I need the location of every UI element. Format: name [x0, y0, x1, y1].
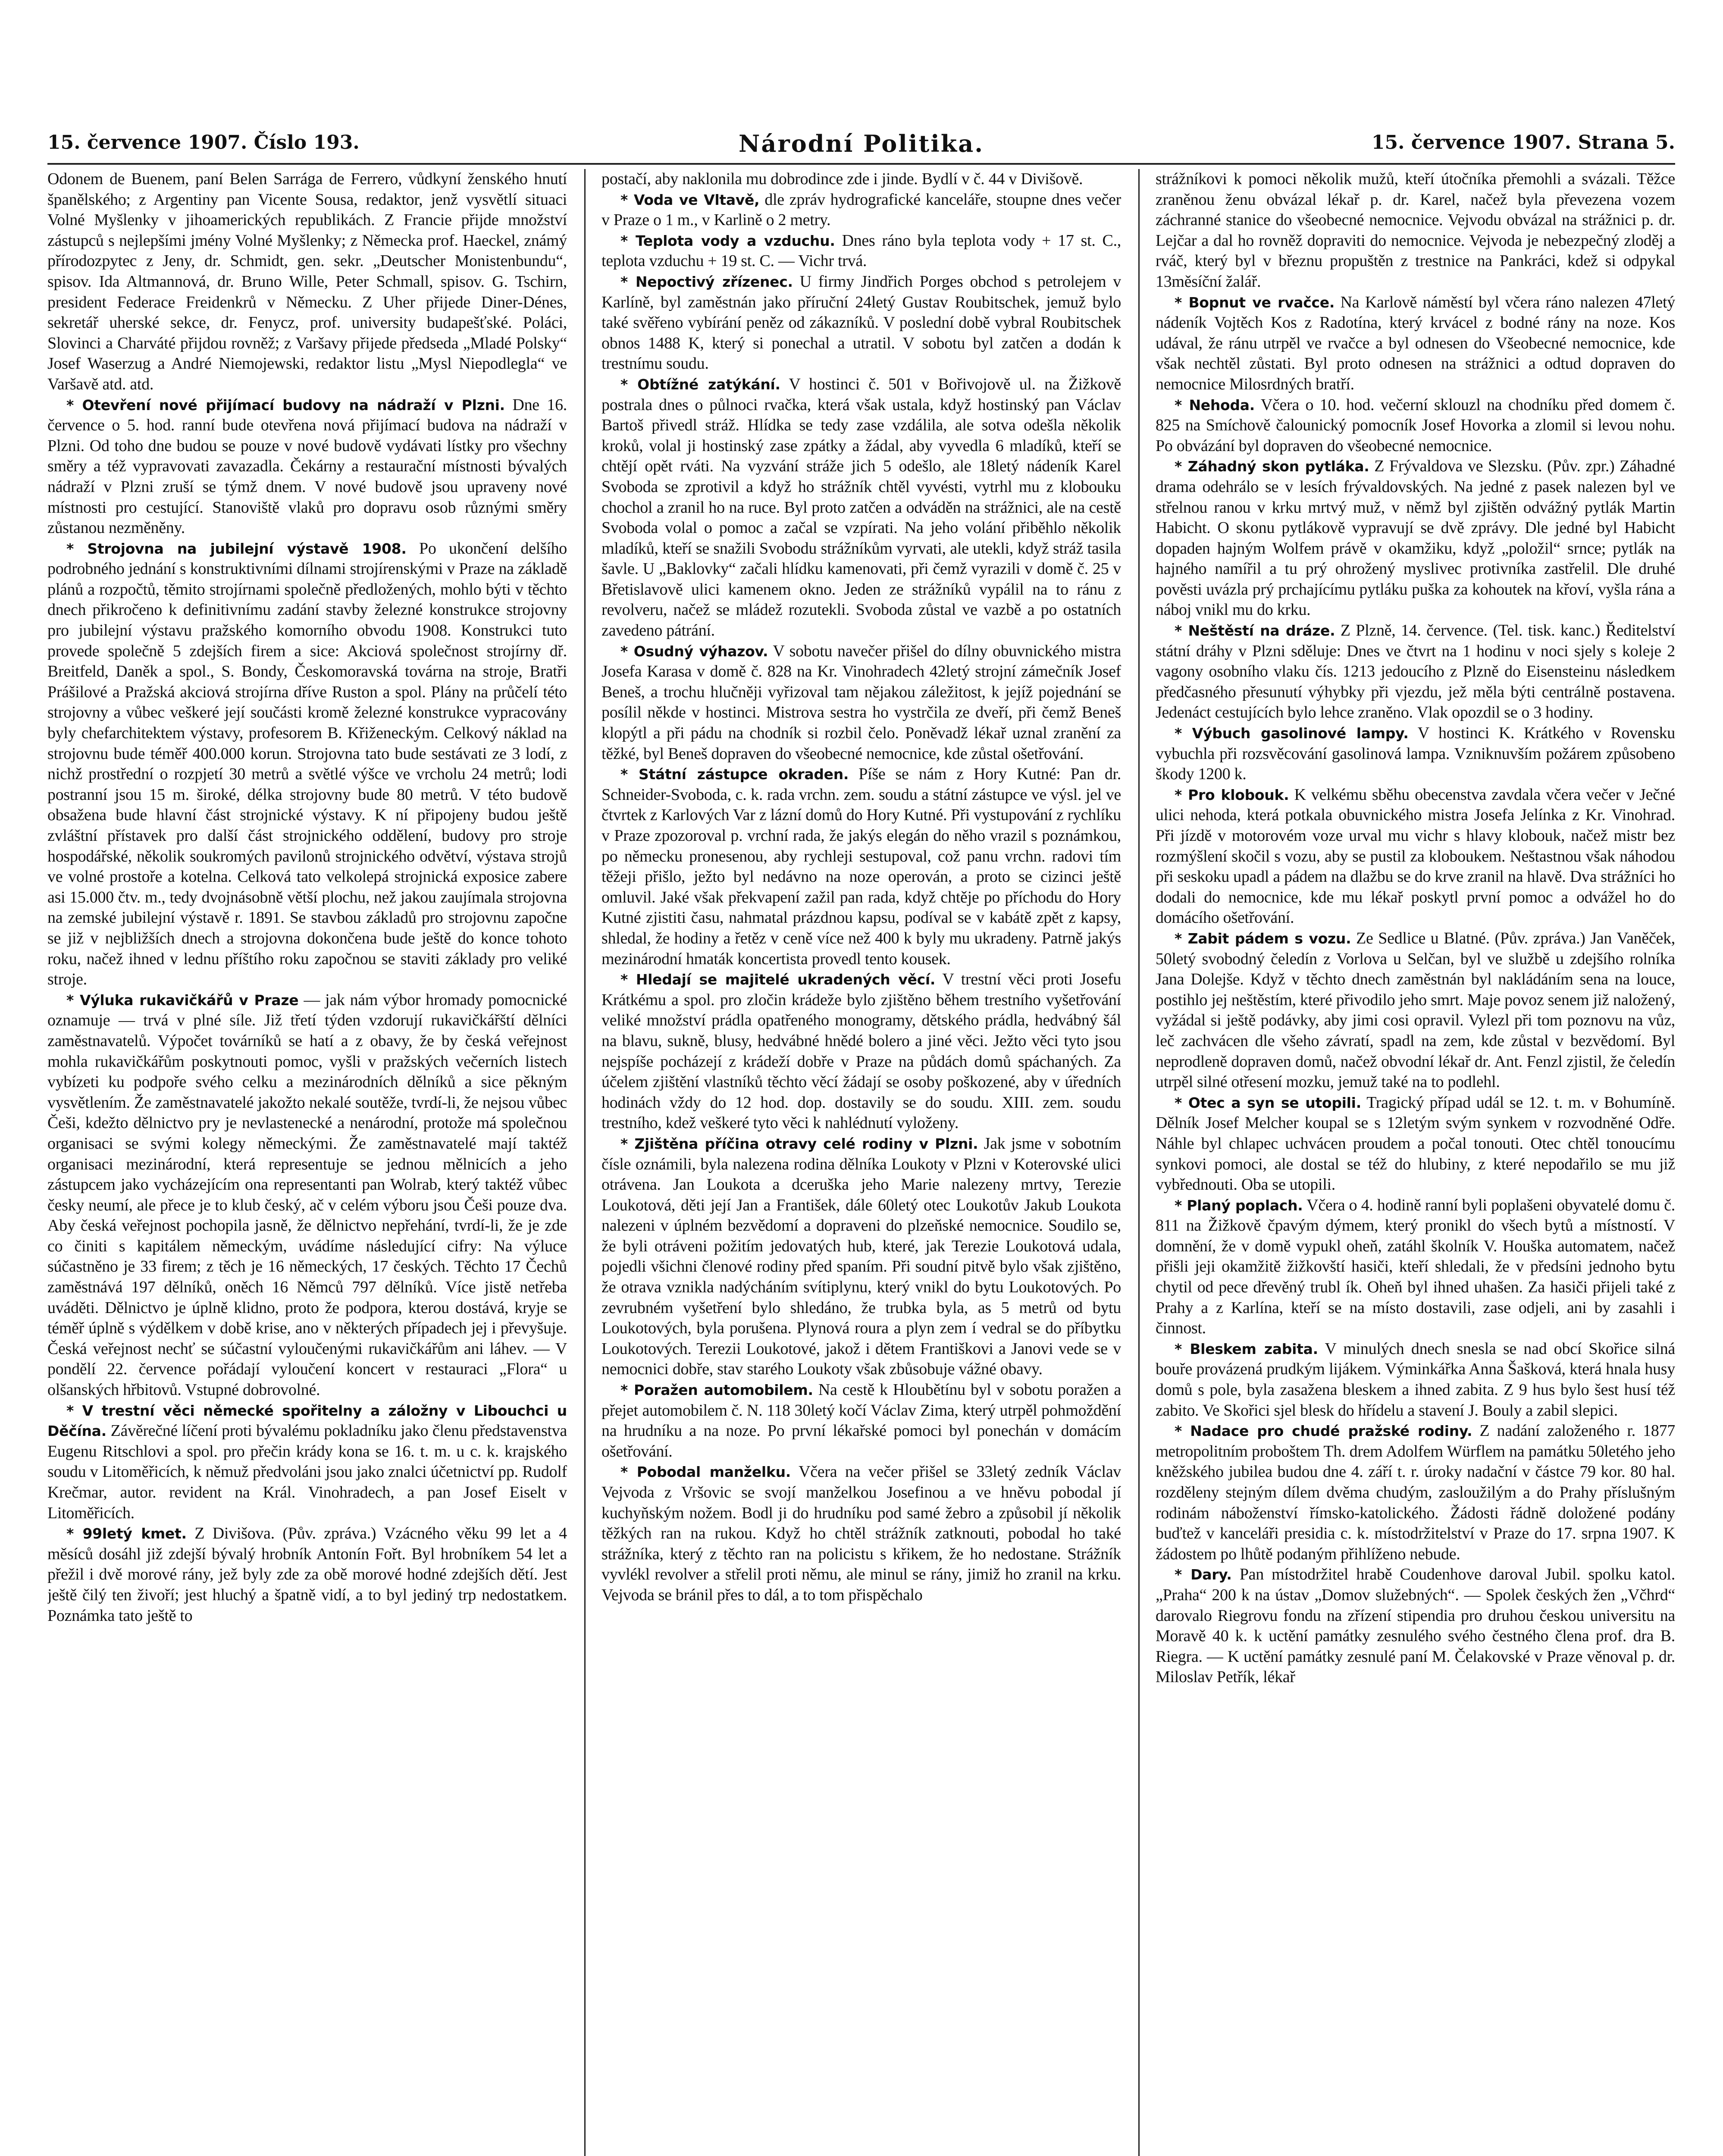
article-text: Včera o 10. hod. večerní sklouzl na chodníku před domem č. 825 na Smíchově čalounický pomocník Josef Hovorka a zlomil si levou nohu. Po obvázání byl dopraven do všeobecné nemocnice.	[1156, 395, 1675, 455]
column-1	[47, 169, 567, 2156]
article-text: postačí, aby naklonila mu dobrodince zde i jinde. Bydlí v č. 44 v Divišově.	[601, 170, 1083, 188]
article-text: K velkému sběhu obecenstva zavdala včera večer v Ječné ulici nehoda, která potkala obuvnického mistra Josefa Jelínka z Kr. Vinohrad. Při jízdě v motorovém voze urval mu vichr s hlavy klobouk, načež mistr bez rozmýšlení skočil s vozu, aby se pustil za kloboukem. Neštastnou však náhodou při seskoku upadl a pádem na dlažbu se do krve zranil na hlavě. Dva strážníci ho dodali do nemocnice, kde mu lékař poskytl první pomoc a odvážel ho do domácího ošetřování.	[1156, 785, 1675, 927]
article-heading: * Strojovna na jubilejní výstavě 1908.	[66, 540, 407, 557]
article-heading: * Otec a syn se utopili.	[1175, 1094, 1361, 1111]
article-heading: * Dary.	[1175, 1566, 1232, 1583]
header-date-page: 15. července 1907. Strana 5.	[1371, 132, 1675, 154]
article-text: V trestní věci proti Josefu Krátkému a spol. pro zločin krádeže bylo zjištěno během trestního vyšetřování veliké množství prádla opatřeného monogramy, dětského prádla, hedvábný šál na blavu, sukně, blusy, hedvábné hnědé bolero a jiné věci. Ježto věci tyto jsou nejspíše pocházejí z krádeží dobře v Praze na půdách domů spáchaných. Za účelem zjištění vlastníků těchto věcí žádají se osoby poškozené, aby v úředních hodinách vždy do 12 hod. dop. dostavily se do soudu. XIII. zem. soudu trestního, kdež veškeré tyto věci k nahlédnutí vyloženy.	[601, 970, 1121, 1132]
article-heading: * Nehoda.	[1175, 396, 1255, 414]
article-paragraph	[601, 969, 1121, 1134]
article-text: dle zpráv hydrografické kanceláře, stoupne dnes večer v Praze o 1 m., v Karlině o 2 metry.	[601, 190, 1121, 229]
article-heading: * Zabit pádem s vozu.	[1175, 930, 1351, 947]
header-rule	[47, 163, 1675, 165]
article-text: Z Divišova. (Pův. zpráva.) Vzácného věku 99 let a 4 měsíců dosáhl již zdejší bývalý hrobník Antonín Fořt. Byl hrobníkem 54 let a přežil i dvě morové rány, jež byly zde za obě morové hodné zdejších dětí. Jest ještě čilý ten živoří; jest hluchý a špatně vidí, a to byl jediný trp nedostatkem. Poznámka tato ještě to	[47, 1524, 567, 1625]
article-heading: * Bopnut ve rvačce.	[1175, 294, 1335, 311]
article-paragraph	[601, 169, 1121, 190]
article-heading: * Zjištěna příčina otravy celé rodiny v Plzni.	[620, 1135, 978, 1152]
article-paragraph	[601, 374, 1121, 641]
article-heading: * Hledají se majitelé ukradených věcí.	[620, 971, 936, 988]
article-heading: * Záhadný skon pytláka.	[1175, 458, 1369, 475]
article-paragraph	[601, 1134, 1121, 1380]
article-paragraph	[601, 764, 1121, 969]
article-text: Ze Sedlice u Blatné. (Pův. zpráva.) Jan Vaněček, 50letý svobodný čeledín z Vorlova u Selčan, byl ve službě u zdejšího rolníka Jana Dolejše. Když v těchto dnech zaměstnán byl nakládáním sena na louce, postihlo jej neštěstím, které přivodilo jeho smrt. Maje povoz senem již naložený, vyžádal si ještě podávky, aby jimi cosi opravil. Vylezl při tom poznovu na vůz, leč zachvácen dle všeho závratí, spadl na zem, kde zůstal v bezvědomí. Byl neprodleně dopraven domů, načež obvodní lékař dr. Ant. Fenzl zjistil, že čeledín utrpěl silné otřesení mozku, jemuž také na to podlehl.	[1156, 929, 1675, 1091]
article-paragraph	[1156, 1195, 1675, 1339]
article-text: Dnes ráno byla teplota vody + 17 st. C., teplota vzduchu + 19 st. C. — Vichr trvá.	[601, 231, 1121, 270]
article-paragraph	[47, 395, 567, 539]
article-text: — jak nám výbor hromady pomocnické oznamuje — trvá v plné síle. Již třetí týden vzdorují rukavičkářští dělníci zaměstnavatelů. Výpočet továrníků se hatí a z obavy, že by česká veřejnost mohla rukavičkářům poskytnouti pomoc, vyšli v pražských večerních listech vybízeti ku podpoře svého celku a mezinárodních dělníků a sice pěkným vysvětlením. Že zaměstnavatelé jakožto nekalé soutěže, tvrdí-li, že nejsou vůbec Češi, kdežto dělnictvo pry je nevlastenecké a nenárodní, protože má společnou organisaci se svými kolegy německými. Že zaměstnavatelé mají taktéž organisaci mezinárodní, která representuje se jednou mělnicích a jeho zástupcem jako vycházejícím ona representanti pan Wolrab, který taktéž vůbec česky neumí, ale přece je to klub český, ač v celém výboru jsou Češi pouze dva. Aby česká veřejnost pochopila jasně, že dělnictvo nepřehání, tvrdí-li, že je zde co činiti s kapitálem německým, uvádíme následující cifry: Na výluce súčastněno je 33 firem; z těch je 16 německých, 17 českých. Těchto 17 Čechů zaměstnává 197 dělníků, oněch 16 Němců 797 dělníků. Více jistě netřeba uváděti. Dělnictvo je úplně klidno, proto že podpora, kterou dostává, kryje se téměř úplně s výdělkem v době krise, ano v některých případech jej i převyšuje. Česká veřejnost nechť se súčastní vyloučenými rukavičkářům ani láhev. — V pondělí 22. července pořádají vyloučení koncert v restauraci „Flora“ u olšanských hřbitovů. Vstupné dobrovolné.	[47, 990, 567, 1399]
article-paragraph	[601, 1462, 1121, 1605]
article-heading: * Neštěstí na dráze.	[1175, 622, 1335, 639]
column-divider	[584, 169, 586, 2156]
article-heading: * Bleskem zabita.	[1175, 1340, 1318, 1357]
article-paragraph	[1156, 928, 1675, 1093]
article-text: Odonem de Buenem, paní Belen Sarrága de Ferrero, vůdkyní ženského hnutí španělského; z Argentiny pan Vicente Sousa, redaktor, jenž vysvětlí situaci Volné Myšlenky v jihoamerických republikách. Z Francie přijde množství zástupců s nejlepšími jmény Volné Myšlenky; z Německa prof. Haeckel, známý přírodozpytec z Jeny, dr. Schmidt, gen. sekr. „Deutscher Monistenbundu“, spisov. Ida Altmannová, dr. Bruno Wille, Peter Schmall, spisov. G. Tschirn, president Federace Freidenkrů v Německu. Z Uher přijede Diner-Dénes, sekretář uherské sekce, dr. Fenycz, prof. university budapešťské. Poláci, Slovinci a Charváté přijdou rovněž; z Varšavy přijede předseda „Mladé Polsky“ Josef Waserzug a André Niemojewski, redaktor listu „Mysl Niepodlegla“ ve Varšavě atd. atd.	[47, 170, 567, 393]
article-paragraph	[1156, 292, 1675, 395]
article-paragraph	[1156, 395, 1675, 457]
article-text: Na Karlově náměstí byl včera ráno nalezen 47letý nádeník Vojtěch Kos z Radotína, který krvácel z bodné rány na noze. Kos udával, že ránu utrpěl ve rvačce a byl odnesen do Všeobecné nemocnice, kde však nechtěl zůstati. Byl proto odnesen na strážnici a odtud dopraven do nemocnice Milosrdných bratří.	[1156, 293, 1675, 393]
article-heading: * 99letý kmet.	[66, 1525, 187, 1542]
article-heading: * Teplota vody a vzduchu.	[620, 232, 835, 249]
article-heading: * Výluka rukavičkářů v Praze	[66, 991, 299, 1009]
article-heading: * V trestní věci německé spořitelny a záložny v Libouchci u Děčína.	[47, 1402, 567, 1440]
article-heading: * Poražen automobilem.	[620, 1382, 813, 1399]
article-paragraph	[1156, 1421, 1675, 1564]
article-heading: * Otevření nové přijímací budovy na nádraží v Plzni.	[66, 396, 505, 414]
article-paragraph	[1156, 1339, 1675, 1421]
article-heading: * Pobodal manželku.	[620, 1463, 791, 1481]
article-text: U firmy Jindřich Porges obchod s petrolejem v Karlíně, byl zaměstnán jako příruční 24letý Gustav Roubitschek, jemuž bylo také svěřeno vybírání peněz od zákazníků. V poslední době vybral Roubitschek obnos 1488 K, který si ponechal a utratil. V sobotu byl zatčen a dodán k trestnímu soudu.	[601, 272, 1121, 373]
article-paragraph	[1156, 1564, 1675, 1688]
article-heading: * Výbuch gasolinové lampy.	[1175, 725, 1409, 742]
article-text: Včera na večer přišel se 33letý zedník Václav Vejvoda z Vršovic se svojí manželkou Josefinou a ve hněvu pobodal jí kuchyňským nožem. Bodl ji do hrudníku pod samé žebro a způsobil jí několik těžkých ran na rukou. Když ho chtěl strážník zatknouti, pobodal ho také strážníka, který z těchto ran na policistu s křikem, že ho nedostane. Strážník vyvlékl revolver a střelil proti němu, ale minul se rány, jimiž ho zranil na krku. Vejvoda se bránil přes to dál, a to tom přispěchalo	[601, 1463, 1121, 1604]
article-heading: * Voda ve Vltavě,	[620, 191, 760, 208]
article-text: V sobotu navečer přišel do dílny obuvnického mistra Josefa Karasa v domě č. 828 na Kr. Vinohradech 42letý strojní zámečník Josef Beneš, a trochu hlučněji vyřizoval tam nějakou záležitost, k jejíž pojednání se posílil někde v hostinci. Mistrova sestra ho vystrčila ze dveří, při čemž Beneš klopýtl a při pádu na chodník si rozbil čelo. Poněvadž lékař uznal zranění za těžké, byl Beneš dopraven do všeobecné nemocnice, kde zůstal ošetřování.	[601, 642, 1121, 763]
article-text: Dne 16. července o 5. hod. ranní bude otevřena nová přijímací budova na nádraží v Plzni. Od toho dne budou se pouze v nové budově vydávati lístky pro všechny směry a též vypravovati zavazadla. Čekárny a restaurační místnosti bývalých nádraží v Plzni zruší se týmž dnem. V nové budově jsou upraveny nové místnosti pro cestující. Stanoviště vlaků pro dopravu osob různými směry zůstanou nezměněny.	[47, 395, 567, 537]
article-text: Po ukončení delšího podrobného jednání s konstruktivními dílnami strojírenskými v Praze na základě plánů a rozpočtů, těmito strojírnami společně předložených, mohlo býti v těchto dnech přikročeno k definitivnímu zadání stavby železné konstrukce strojovny pro jubilejní výstavu pražského komorního obvodu 1908. Konstrukci tuto provede společně 5 zdejších firem a sice: Akciová společnost strojírny dř. Breitfeld, Daněk a spol., S. Bondy, Českomoravská továrna na stroje, Bratři Prášilové a Pražská akciová strojírna dříve Ruston a spol. Plány na průčelí této strojovny a vůbec veškeré její součásti kromě železné konstrukce vypracovány byly chefarchitektem výstavy, profesorem B. Křiženeckým. Celkový náklad na strojovnu bude téměř 400.000 korun. Strojovna tato bude sestávati ze 3 lodí, z nichž prostřední o rozpjetí 30 metrů a světlé výšce ve vrcholu 24 metrů; lodi postranní jsou 15 m. široké, délka strojovny bude 80 metrů. V této budově obsažena bude hlavní část strojnické výstavy. K ní připojeny budou ještě zvláštní přístavek pro další část strojnického oddělení, budovy pro stroje hospodářské, několik soukromých pavilonů strojnického odvětví, výstava strojů ve volné prostoře a kotelna. Celková tato velkolepá strojnická exposice zabere asi 15.000 čtv. m., tedy dvojnásobně větší plochu, než jakou zaujímala strojovna na zemské jubilejní výstavě r. 1891. Se stavbou základů pro strojovnu započne se již v nejbližších dnech a strojovna dokončena bude ještě do konce tohoto roku, načež ihned v lednu příštího roku započnou se staviti základy pro veliké stroje.	[47, 539, 567, 989]
page-header	[47, 132, 1675, 166]
article-text: Z nadání založeného r. 1877 metropolitním proboštem Th. drem Adolfem Würflem na památku 50letého jeho kněžského jubilea budou dne 4. září t. r. úroky nadační v částce 79 kor. 80 hal. rozděleny stejným dílem dvěma chudým, zasloužilým a do Prahy příslušným rodinám náboženství římsko-katolického. Žádosti řádně doložené podány buďtež v kanceláři presidia c. k. místodržitelství v Praze do 17. srpna 1907. K žádostem po lhůtě podaným přihlíženo nebude.	[1156, 1422, 1675, 1563]
article-text: V hostinci K. Krátkého v Rovensku vybuchla při rozsvěcování gasolinová lampa. Vzniknuvším požárem způsobeno škody 1200 k.	[1156, 724, 1675, 783]
article-paragraph	[1156, 456, 1675, 620]
article-heading: * Obtížné zatýkání.	[620, 376, 780, 393]
article-paragraph	[601, 1380, 1121, 1462]
newspaper-title: Národní Politika.	[738, 130, 984, 157]
article-paragraph	[47, 1523, 567, 1626]
column-2	[601, 169, 1121, 2156]
article-text: Z Plzně, 14. července. (Tel. tisk. kanc.) Ředitelství státní dráhy v Plzni sděluje: Dnes ve čtvrt na 1 hodinu v noci sjely s koleje 2 vagony osobního vlaku čís. 1213 jedoucího z Plzně do Eisensteinu následkem předčasného přesunutí výhybky při vjezdu, jež měla býti centrálně postavena. Jedenáct cestujících bylo lehce zraněno. Vlak opozdil se o 3 hodiny.	[1156, 621, 1675, 722]
article-heading: * Nadace pro chudé pražské rodiny.	[1175, 1423, 1472, 1440]
article-text: strážníkovi k pomoci několik mužů, kteří útočníka přemohli a svázali. Těžce zraněnou ženu obvázal lékař p. dr. Karel, načež byla převezena vozem záchranné stanice do všeobecné nemocnice. Vejvodu obvázal na strážnici p. dr. Lejčar a dal ho rovněž dopraviti do nemocnice. Vejvoda je nebezpečný zloděj a rváč, který byl v březnu propuštěn z trestnice na Pankráci, kdež si odpykal 13měsíční žalář.	[1156, 170, 1675, 291]
article-paragraph	[601, 641, 1121, 765]
article-text: Jak jsme v sobotním čísle oznámili, byla nalezena rodina dělníka Loukoty v Plzni v Koterovské ulici otrávena. Jan Loukota a dceruška jeho Marie nalezeny mrtvy, Terezie Loukotová, děti její Jan a František, dále 60letý otec Loukotův Jakub Loukota nalezeni v úplném bezvědomí a dopraveni do plzeňské nemocnice. Soudilo se, že byli otráveni požitím jedovatých hub, které, jak Terezie Loukotová udala, pojedli všichni členové rodiny před spaním. Při soudní pitvě bylo však zjištěno, že otrava vznikla nadýcháním svítiplynu, který vnikl do bytu Loukotových. Po zevrubném vyšetření bylo shledáno, že trubka byla, as 5 metrů od bytu Loukotových, byla porušena. Plynová roura a plyn zem í vedral se do příbytku Loukotových. Terezii Loukotové, jakož i dětem Františkovi a Janovi vede se v nemocnici dobře, stav starého Loukoty však zbůsobuje vážné obavy.	[601, 1134, 1121, 1379]
article-text: Píše se nám z Hory Kutné: Pan dr. Schneider-Svoboda, c. k. rada vrchn. zem. soudu a státní zástupce ve výsl. jel ve čtvrtek z Karlových Var z lázní domů do Hory Kutné. Při vystupování z rychlíku v Praze zpozoroval p. vrchní rada, že jakýs elegán do něho vrazil s poznámkou, po německu pronesenou, aby rychleji sestupoval, což panu vrchn. radovi tím těžeji přišlo, ježto byl nedávno na noze operován, a proto se cizinci ještě omluvil. Jaké však překvapení zažil pan rada, když chtěje po příchodu do Hory Kutné zjistiti času, nahmatal prázdnou kapsu, podíval se v kabátě zpět z kapsy, shledal, že hodiny a řetěz v ceně více než 400 k byly mu ukradeny. Patrně jakýs mezinárodní hmaták koncertista provedl tento kousek.	[601, 765, 1121, 968]
article-paragraph	[1156, 169, 1675, 292]
column-divider	[1138, 169, 1140, 2156]
article-text: Závěrečné líčení proti bývalému pokladníku jako členu představenstva Eugenu Ritschlovi a spol. pro přečin krády kona se 16. t. m. u c. k. krajského soudu v Litoměřicích, k němuž předvoláni jsou jako znalci účetnictví pp. Rudolf Krečmar, autor. revident na Král. Vinohradech, a pan Josef Eiselt v Litoměřicích.	[47, 1422, 567, 1522]
article-heading: * Pro klobouk.	[1175, 786, 1289, 803]
column-3	[1156, 169, 1675, 2156]
article-text: Tragický případ udál se 12. t. m. v Bohumíně. Dělník Josef Melcher koupal se s 12letým svým synkem v rozvodněné Odře. Náhle byl chlapec uchvácen proudem a počal tonouti. Otec chtěl tonoucímu synkovi pomoci, ale dostal se též do hlubiny, z které nepodařilo se mu již vybřednouti. Oba se utopili.	[1156, 1093, 1675, 1194]
article-paragraph	[601, 231, 1121, 272]
article-heading: * Nepoctivý zřízenec.	[620, 273, 793, 290]
article-text: Na cestě k Hloubětínu byl v sobotu poražen a přejet automobilem č. N. 118 30letý kočí Václav Zima, který utrpěl pohmoždění na hrudníku a na noze. Po první lékařské pomoci byl ponechán v domácím ošetřování.	[601, 1381, 1121, 1460]
article-text: Včera o 4. hodině ranní byli poplašeni obyvatelé domu č. 811 na Žižkově čpavým dýmem, který pronikl do všech bytů a místností. V domnění, že v domě vypukl oheň, zatáhl školník V. Houška automatem, načež přišli jeji okamžitě žižkovští hasiči, kteří shledali, že v předsíni jednoho bytu chytil od pece dřevěný trubl ík. Oheň byl ihned uhašen. Za hasiči přijeli také z Prahy a z Karlína, kteří se na místo dostavili, zase odjeli, ani by zasahli i činnost.	[1156, 1196, 1675, 1338]
article-text: Pan místodržitel hrabě Coudenhove daroval Jubil. spolku katol. „Praha“ 200 k na ústav „Domov služebných“. — Spolek českých žen „Včhrd“ darovalo Riegrovu fondu na zřízení stipendia pro druhou českou universitu na Moravě 40 k. k uctění památky zesnulého svého čestného člena prof. dra B. Riegra. — K uctění památky zesnulé paní M. Čelakovské v Praze věnoval p. dr. Miloslav Petřík, lékař	[1156, 1565, 1675, 1686]
article-text: V hostinci č. 501 v Bořivojově ul. na Žižkově postrala dnes o půlnoci rvačka, která však ustala, když hostinský pan Václav Bartoš přivedl stráž. Hlídka se tedy zase vzdálila, ale sotva odešla několik kroků, volal ji hostinský zase zpátky a žádal, aby vyvedla 6 mladíků, kteří se chtějí opět rváti. Na vyzvání stráže jich 5 odešlo, ale 18letý nádeník Karel Svoboda se zprotivil a když ho strážník chtěl vyvésti, vytrhl mu z klobouku chochol a zranil ho na ruce. Byl proto zatčen a odváděn na strážnici, ale na cestě Svoboda volal o pomoc a začal se vzpírati. Na jeho volání přiběhlo několik mladíků, kteří se snažili Svobodu strážníkům vyrvati, ale utekli, když stráž tasila šavle. U „Baklovky“ začali hlídku kamenovati, při čemž vyrazili v domě č. 25 v Břetislavově ulici kamenem okno. Jeden ze strážníků vypálil na to ránu z revolveru, načež se mládež rozutekli. Svoboda zůstal ve vazbě a po ostatních zavedeno pátrání.	[601, 375, 1121, 640]
article-text: V minulých dnech snesla se nad obcí Skořice silná bouře provázená prudkým lijákem. Výminkářka Anna Šašková, která hnala husy domů s pole, byla zasažena bleskem a ihned zabita. Z 9 hus bylo šest husí též zabito. Ve Skořici sjel blesk do hřídelu a stavení J. Bouly a zabil slepici.	[1156, 1339, 1675, 1420]
article-paragraph	[601, 190, 1121, 231]
article-text: Z Frývaldova ve Slezsku. (Pův. zpr.) Záhadné drama odehrálo se v lesích frývaldovských. Na jedné z pasek nalezen byl ve střelnou ranou v krku mrtvý muž, v němž byl zjištěn odvážný pytlák Martin Habicht. O skonu pytlákově vypravují se dvě zprávy. Dle jedné byl Habicht dopaden hajným Wolfem právě v okamžiku, když „položil“ srnce; pytlák na hajného namířil a tu prý ohrožený myslivec protivníka zastřelil. Dle druhé pověsti uvázla prý prchajícímu pytláku puška za kohoutek na křoví, vyšla rána a náboj vnikl mu do krku.	[1156, 457, 1675, 619]
article-paragraph	[1156, 620, 1675, 723]
article-heading: * Planý poplach.	[1175, 1197, 1303, 1214]
article-paragraph	[1156, 785, 1675, 928]
article-paragraph	[47, 539, 567, 990]
article-paragraph	[47, 990, 567, 1401]
article-paragraph	[47, 1401, 567, 1524]
article-paragraph	[1156, 723, 1675, 785]
article-paragraph	[601, 272, 1121, 374]
article-paragraph	[1156, 1093, 1675, 1195]
header-date-issue: 15. července 1907. Číslo 193.	[47, 132, 360, 154]
article-heading: * Státní zástupce okraden.	[620, 766, 849, 783]
article-paragraph	[47, 169, 567, 395]
article-heading: * Osudný výhazov.	[620, 642, 768, 660]
